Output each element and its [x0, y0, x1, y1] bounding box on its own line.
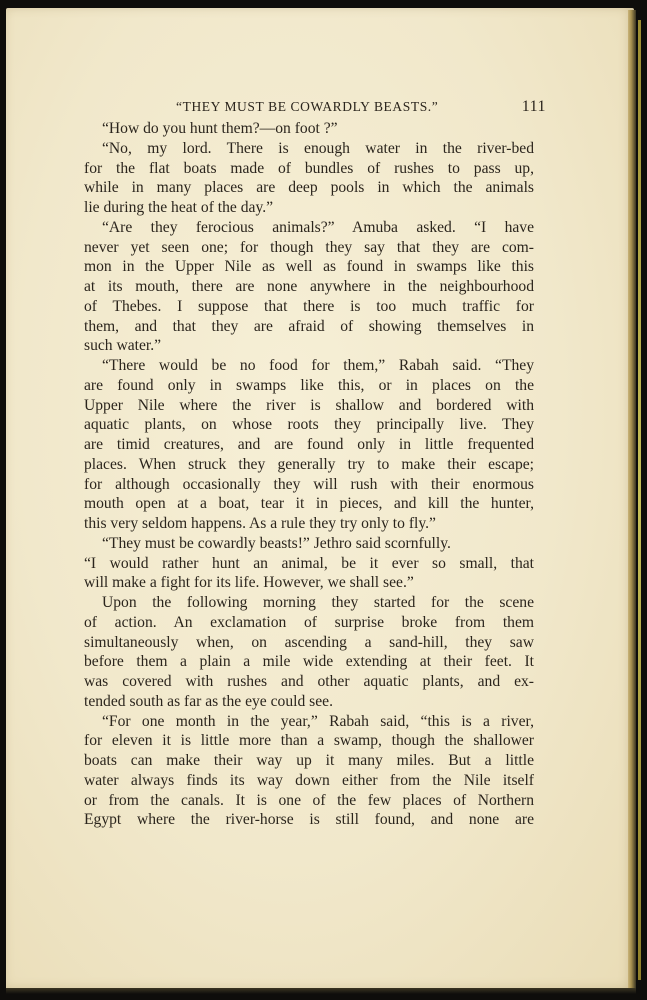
text-line: “No, my lord. There is enough water in the river-bed: [102, 139, 534, 157]
text-line: “There would be no food for them,” Rabah said. “They: [102, 357, 534, 374]
page-number: 111: [521, 98, 546, 115]
text-line: aquatic plants, on whose roots they principally live. They: [84, 416, 534, 434]
text-line: are timid creatures, and are found only in little frequented: [84, 436, 534, 453]
text-line: this very seldom happens. As a rule they try only to fly.”: [84, 515, 436, 532]
text-line: for the flat boats made of bundles of rushes to pass up,: [84, 159, 534, 177]
text-line: simultaneously when, on ascending a sand-hill, they saw: [84, 633, 534, 651]
text-line: places. When struck they generally try to make their escape;: [84, 455, 534, 473]
text-line: or from the canals. It is one of the few places of Northern: [84, 791, 534, 809]
text-line: “Are they ferocious animals?” Amuba asked. “I have: [102, 218, 534, 236]
text-line: for eleven it is little more than a swamp, though the shallower: [84, 732, 534, 750]
text-line: such water.”: [84, 337, 162, 355]
text-line: “For one month in the year,” Rabah said, “this is a river,: [102, 712, 534, 730]
text-line: boats can make their way up it many miles. But a little: [84, 752, 534, 769]
text-line: “I would rather hunt an animal, be it ever so small, that: [84, 554, 534, 572]
text-line: lie during the heat of the day.”: [84, 199, 274, 216]
text-line: Upper Nile where the river is shallow and bordered with: [84, 396, 534, 414]
text-line: them, and that they are afraid of showing themselves in: [84, 317, 534, 335]
text-line: at its mouth, there are none anywhere in the neighbourhood: [84, 278, 534, 295]
text-line: Upon the following morning they started for the scene: [102, 594, 534, 611]
body-text: [84, 119, 534, 830]
gilt-edge: [638, 20, 641, 980]
text-line: before them a plain a mile wide extending at their feet. It: [84, 653, 534, 671]
text-line: of action. An exclamation of surprise broke from them: [84, 613, 534, 631]
page-edge: [628, 10, 636, 990]
text-line: never yet seen one; for though they say that they are com-: [84, 238, 534, 256]
text-line: of Thebes. I suppose that there is too much traffic for: [84, 297, 534, 315]
text-line: while in many places are deep pools in which the animals: [84, 179, 534, 197]
text-line: “How do you hunt them?—on foot ?”: [102, 120, 338, 137]
text-line: for although occasionally they will rush with their enormous: [84, 475, 534, 493]
page-header: [176, 98, 546, 116]
running-title: “THEY MUST BE COWARDLY BEASTS.”: [176, 99, 439, 114]
text-line: mouth open at a boat, tear it in pieces, and kill the hunter,: [84, 495, 534, 513]
text-line: are found only in swamps like this, or in places on the: [84, 376, 534, 394]
text-line: “They must be cowardly beasts!” Jethro said scornfully.: [102, 534, 451, 552]
text-line: will make a fight for its life. However, we shall see.”: [84, 574, 414, 592]
text-line: water always finds its way down either from the Nile itself: [84, 771, 534, 789]
text-line: was covered with rushes and other aquatic plants, and ex-: [84, 673, 534, 690]
page-bottom-shadow: [6, 988, 636, 994]
text-line: tended south as far as the eye could see.: [84, 692, 333, 710]
text-line: mon in the Upper Nile as well as found in swamps like this: [84, 258, 534, 276]
text-line: Egypt where the river-horse is still found, and none are: [84, 811, 534, 829]
